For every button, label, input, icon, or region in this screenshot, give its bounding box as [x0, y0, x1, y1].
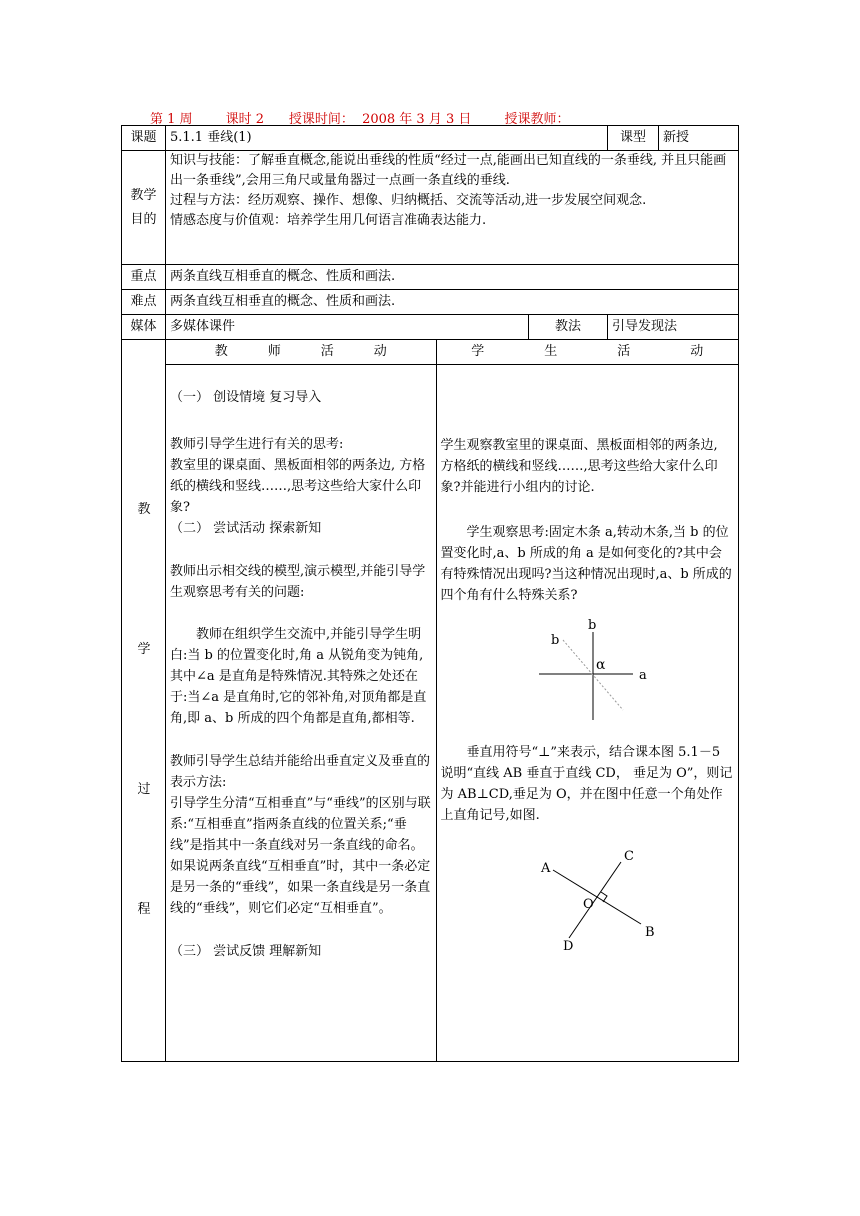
key-label: 重点: [122, 265, 166, 290]
label-D: D: [562, 939, 573, 954]
section-1-heading: （一） 创设情境 复习导入: [170, 390, 322, 405]
teacher-p5: 教师引导学生总结并能给出垂直定义及垂直的表示方法:: [170, 754, 431, 790]
line-cd: [569, 862, 621, 938]
teacher-p1: 教师引导学生进行有关的思考:: [170, 437, 344, 452]
label-B: B: [644, 925, 655, 940]
student-p1: 学生观察教室里的课桌面、黑板面相邻的两条边, 方格纸的横线和竖线……,思考这些给大家什么印象?并能进行小组内的讨论.: [440, 438, 718, 495]
objective-attitude: 情感态度与价值观：培养学生用几何语言准确表达能力.: [170, 213, 487, 228]
perpendicular-figure: [441, 836, 727, 956]
type-label: 课型: [608, 126, 659, 151]
process-label: [122, 340, 166, 1062]
student-p2: 学生观察思考:固定木条 a,转动木条,当 b 的位置变化时,a、b 所成的角 a 是如何变化的?其中会有特殊情况出现吗?当这种情况出现时,a、b 所成的四个角有什么特殊关系?: [440, 525, 732, 603]
objectives-label: 教学目的: [122, 151, 166, 265]
label-O: O: [582, 897, 594, 912]
key-value: 两条直线互相垂直的概念、性质和画法.: [166, 265, 739, 290]
label-b-vertical: b: [587, 618, 596, 633]
method-value: 引导发现法: [608, 315, 739, 340]
label-alpha: α: [595, 657, 605, 673]
section-2-heading: （二） 尝试活动 探索新知: [170, 521, 322, 536]
lesson-plan-table: [121, 125, 739, 1062]
method-label: 教法: [529, 315, 608, 340]
student-activities: [436, 365, 738, 1061]
section-3-heading: （三） 尝试反馈 理解新知: [170, 944, 322, 959]
process-table: [166, 340, 738, 1061]
header-period: 课时 2: [225, 112, 265, 127]
process-char-4: 程: [137, 902, 151, 917]
difficulty-label: 难点: [122, 290, 166, 315]
teacher-p3: 教师出示相交线的模型,演示模型,并能引导学生观察思考有关的问题:: [170, 564, 426, 600]
teacher-activities: [166, 365, 436, 1061]
objective-process: 过程与方法：经历观察、操作、想像、归纳概括、交流等活动,进一步发展空间观念.: [170, 193, 647, 208]
student-activity-head: 学 生 活 动: [436, 340, 738, 365]
label-b-dashed: b: [550, 633, 559, 648]
objectives: [166, 151, 739, 265]
topic-label: 课题: [122, 126, 166, 151]
process-char-2: 学: [137, 642, 151, 657]
topic-value: 5.1.1 垂线(1): [166, 126, 608, 151]
label-a: a: [638, 668, 647, 683]
header-date: 授课时间： 2008 年 3 月 3 日: [288, 112, 472, 127]
teacher-p4: 教师在组织学生交流中,并能引导学生明白:当 b 的位置变化时,角 a 从锐角变为钝角,其中∠a 是直角是特殊情况.其特殊之处还在于:当∠a 是直角时,它的邻补角,对顶角都是直角,即 a、b 所成的四个角都是直角,都相等.: [170, 627, 427, 726]
label-A: A: [540, 861, 550, 876]
objective-knowledge: 知识与技能：了解垂直概念,能说出垂线的性质“经过一点,能画出已知直线的一条垂线, 并且只能画出一条垂线”,会用三角尺或量角器过一点画一条直线的垂线.: [170, 153, 727, 188]
process-char-1: 教: [137, 502, 151, 517]
media-value: 多媒体课件: [166, 315, 529, 340]
media-label: 媒体: [122, 315, 166, 340]
header-week: 第 1 周: [150, 112, 193, 127]
teacher-p6: 引导学生分清“互相垂直”与“垂线”的区别与联系:“互相垂直”指两条直线的位置关系;“垂线”是指其中一条直线对另一条直线的命名。 如果说两条直线“互相垂直”时，其中一条必定是另一条的“垂线”，如果一条直线是另一条直线的“垂线”，则它们必定“互相垂直”。: [170, 796, 431, 916]
label-C: C: [623, 849, 634, 864]
teacher-p2: 教室里的课桌面、黑板面相邻的两条边, 方格纸的横线和竖线……,思考这些给大家什么印象?: [170, 458, 426, 515]
header-teacher: 授课教师：: [504, 112, 570, 127]
difficulty-value: 两条直线互相垂直的概念、性质和画法.: [166, 290, 739, 315]
teacher-activity-head: 教 师 活 动: [166, 340, 436, 365]
student-p3: 垂直用符号“⊥”来表示，结合课本图 5.1－5 说明“直线 AB 垂直于直线 CD， 垂足为 O”，则记为 AB⊥CD,垂足为 O，并在图中任意一个角处作上直角记号,如图.: [440, 745, 733, 823]
process-char-3: 过: [137, 782, 151, 797]
intersecting-lines-figure: [441, 614, 727, 724]
type-value: 新授: [659, 126, 739, 151]
